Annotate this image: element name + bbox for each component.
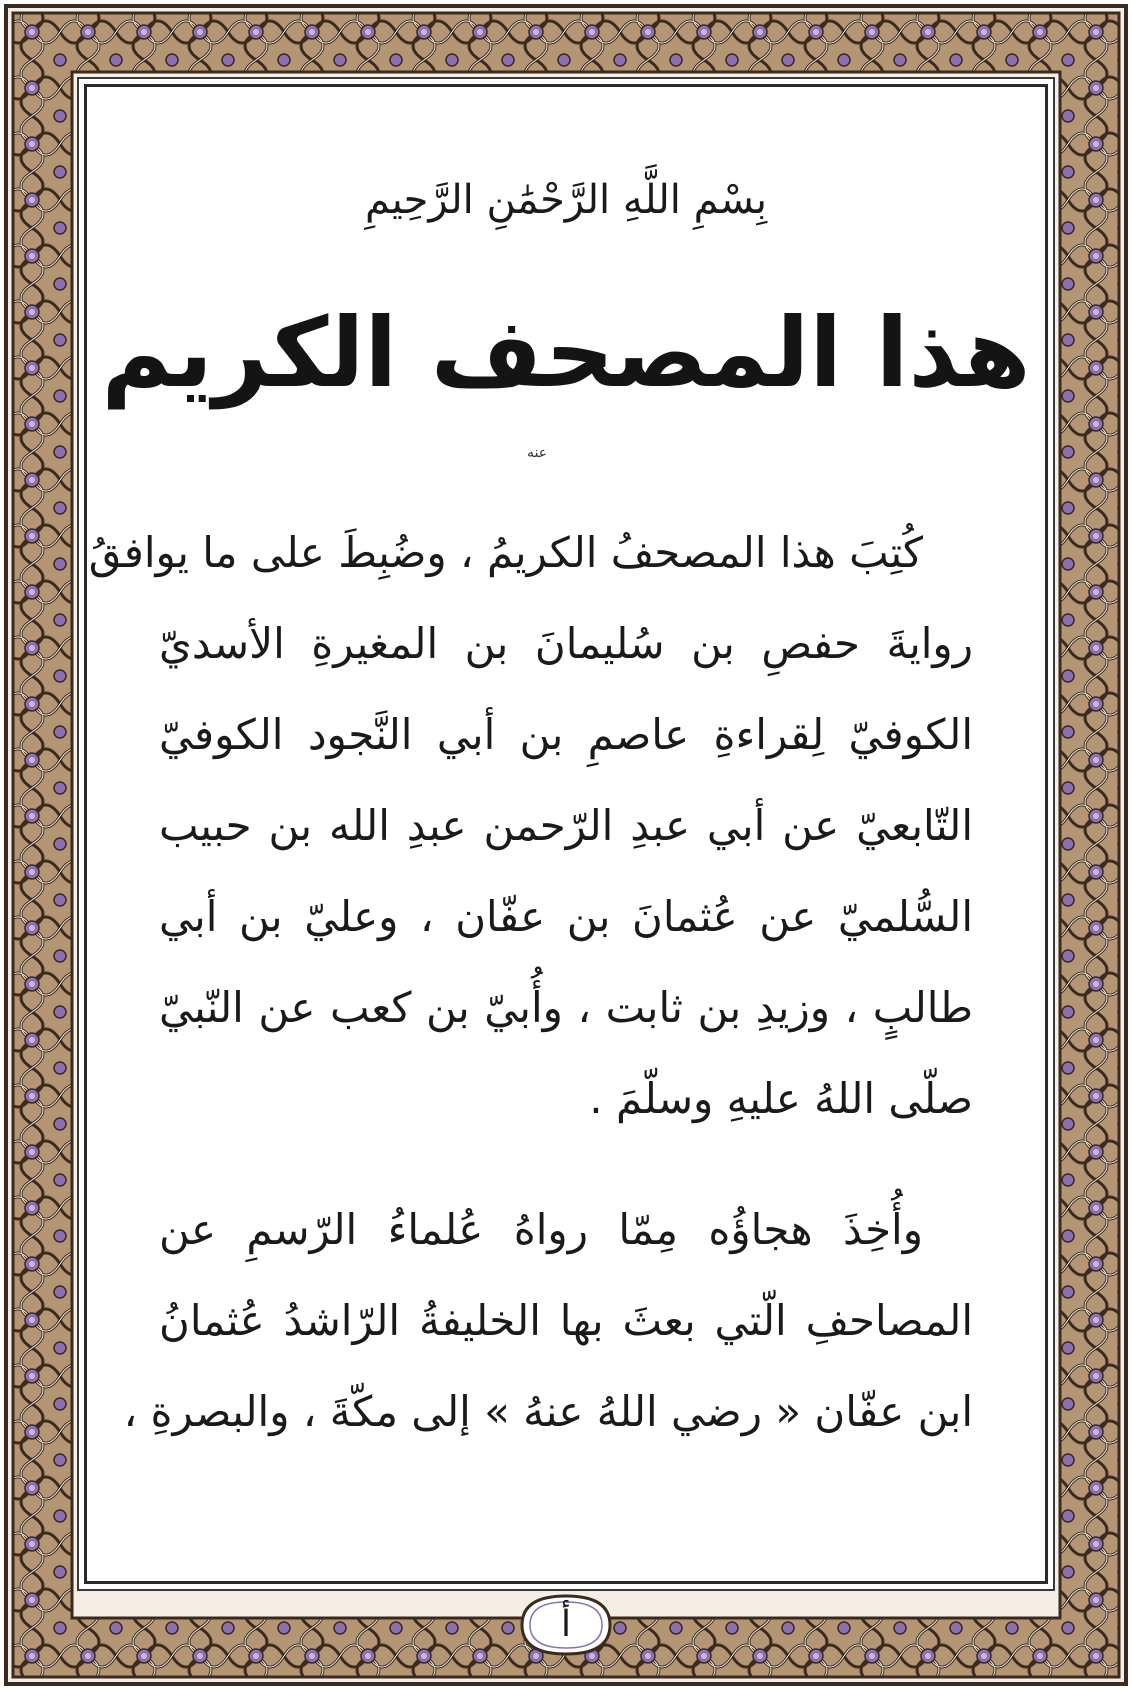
body-text <box>88 507 973 1457</box>
text-panel <box>84 84 1048 1584</box>
page-title: هذا المصحف الكريم <box>101 297 1031 409</box>
text-line: روايةَ حفصِ بن سُليمانَ بن المغيرةِ الأسديّ <box>159 619 973 668</box>
text-line: التّابعيّ عن أبي عبدِ الرّحمن عبدِ الله بن حبيب <box>159 801 973 850</box>
text-line: الكوفيّ لِقراءةِ عاصمِ بن أبي النَّجود الكوفيّ <box>159 710 973 759</box>
text-line: السُّلميّ عن عُثمانَ بن عفّان ، وعليّ بن أبي <box>159 892 973 941</box>
paragraph-2 <box>123 1184 973 1457</box>
page-number-badge <box>512 1590 620 1660</box>
basmala: بِسْمِ اللَّهِ الرَّحْمَٰنِ الرَّحِيمِ <box>364 177 768 223</box>
paragraph-1 <box>88 507 973 1144</box>
text-line: طالبٍ ، وزيدِ بن ثابت ، وأُبيّ بن كعب عن النّبيّ <box>159 983 973 1032</box>
text-line: صلّى اللهُ عليهِ وسلّمَ . <box>589 1074 973 1123</box>
text-line: كُتِبَ هذا المصحفُ الكريمُ ، وضُبِطَ على ما يوافقُ <box>88 528 923 577</box>
title-ornament-mark: عنه <box>527 445 548 461</box>
page-number: أ <box>560 1604 571 1645</box>
text-line: ابن عفّان « رضي اللهُ عنهُ » إلى مكّةَ ، والبصرةِ ، <box>123 1387 973 1436</box>
text-line: المصاحفِ الّتي بعثَ بها الخليفةُ الرّاشدُ عُثمانُ <box>159 1296 973 1345</box>
text-line: وأُخِذَ هجاؤُه مِمّا رواهُ عُلماءُ الرّسمِ عن <box>159 1205 923 1254</box>
